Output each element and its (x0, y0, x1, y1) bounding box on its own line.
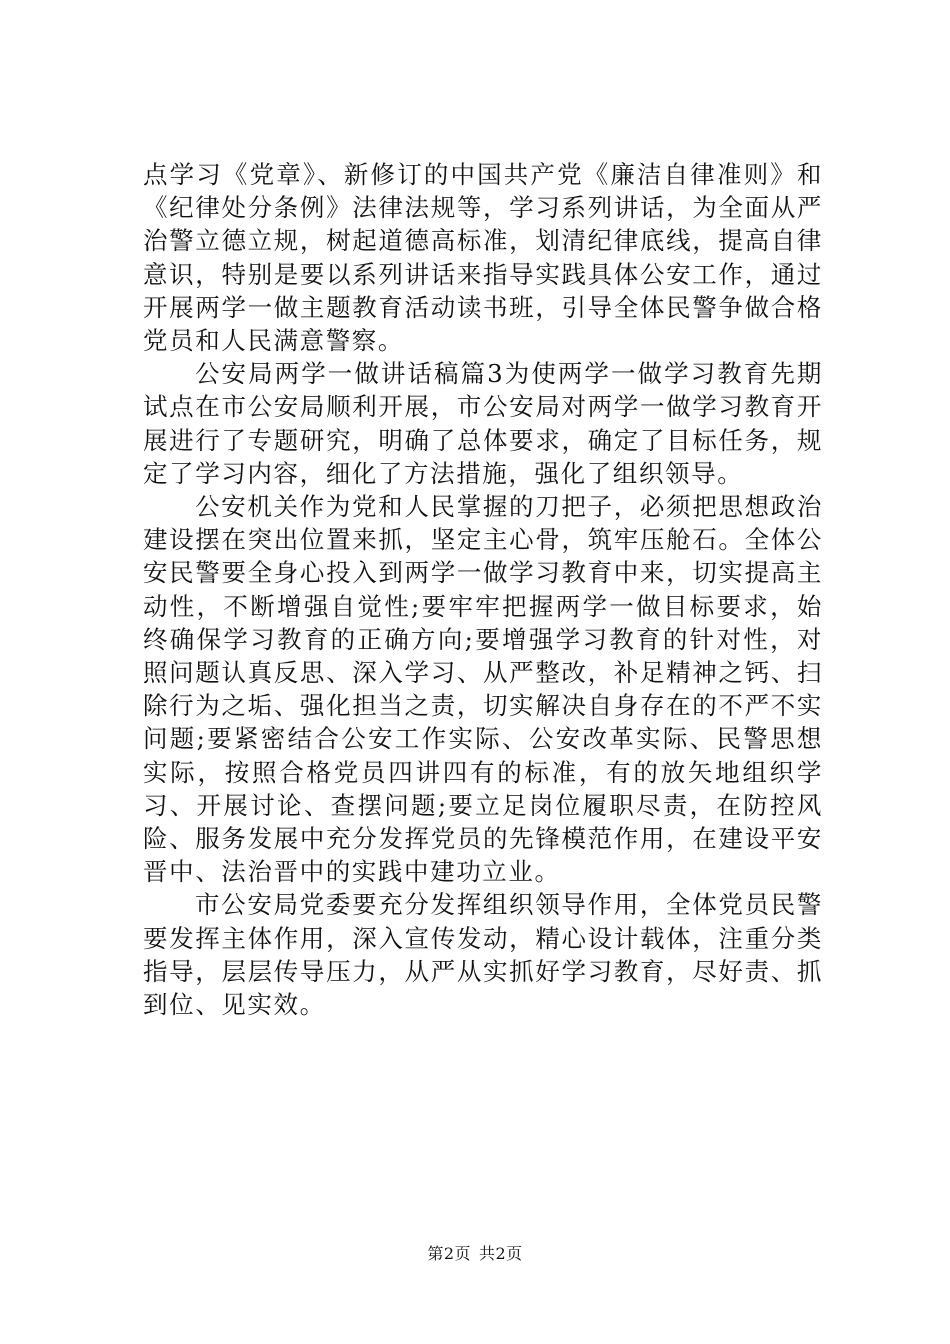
paragraph-continued: 点学习《党章》、新修订的中国共产党《廉洁自律准则》和《纪律处分条例》法律法规等，学习系列讲话，为全面从严治警立德立规，树起道德高标准，划清纪律底线，提高自律意识，特别是要以系列讲话来指导实践具体公安工作，通过开展两学一做主题教育活动读书班，引导全体民警争做合格党员和人民满意警察。 (143, 160, 823, 356)
document-body (143, 158, 823, 1021)
paragraph-party-committee: 市公安局党委要充分发挥组织领导作用，全体党员民警要发挥主体作用，深入宣传发动，精心设计载体，注重分类指导，层层传导压力，从严从实抓好学习教育，尽好责、抓到位、见实效。 (143, 890, 823, 1020)
page-total: 共2页 (479, 1244, 523, 1263)
paragraph-speech-intro: 公安局两学一做讲话稿篇3为使两学一做学习教育先期试点在市公安局顺利开展，市公安局对两学一做学习教育开展进行了专题研究，明确了总体要求，确定了目标任务，规定了学习内容，细化了方法措施，强化了组织领导。 (143, 359, 823, 488)
paragraph-political-construction: 公安机关作为党和人民掌握的刀把子，必须把思想政治建设摆在突出位置来抓，坚定主心骨，筑牢压舱石。全体公安民警要全身心投入到两学一做学习教育中来，切实提高主动性，不断增强自觉性;要牢牢把握两学一做目标要求，始终确保学习教育的正确方向;要增强学习教育的针对性，对照问题认真反思、深入学习、从严整改，补足精神之钙、扫除行为之垢、强化担当之责，切实解决自身存在的不严不实问题;要紧密结合公安工作实际、公安改革实际、民警思想实际，按照合格党员四讲四有的标准，有的放矢地组织学习、开展讨论、查摆问题;要立足岗位履职尽责，在防控风险、服务发展中充分发挥党员的先锋模范作用，在建设平安晋中、法治晋中的实践中建功立业。 (143, 492, 823, 887)
page-footer (0, 1244, 950, 1264)
page-number: 第2页 (427, 1244, 471, 1263)
